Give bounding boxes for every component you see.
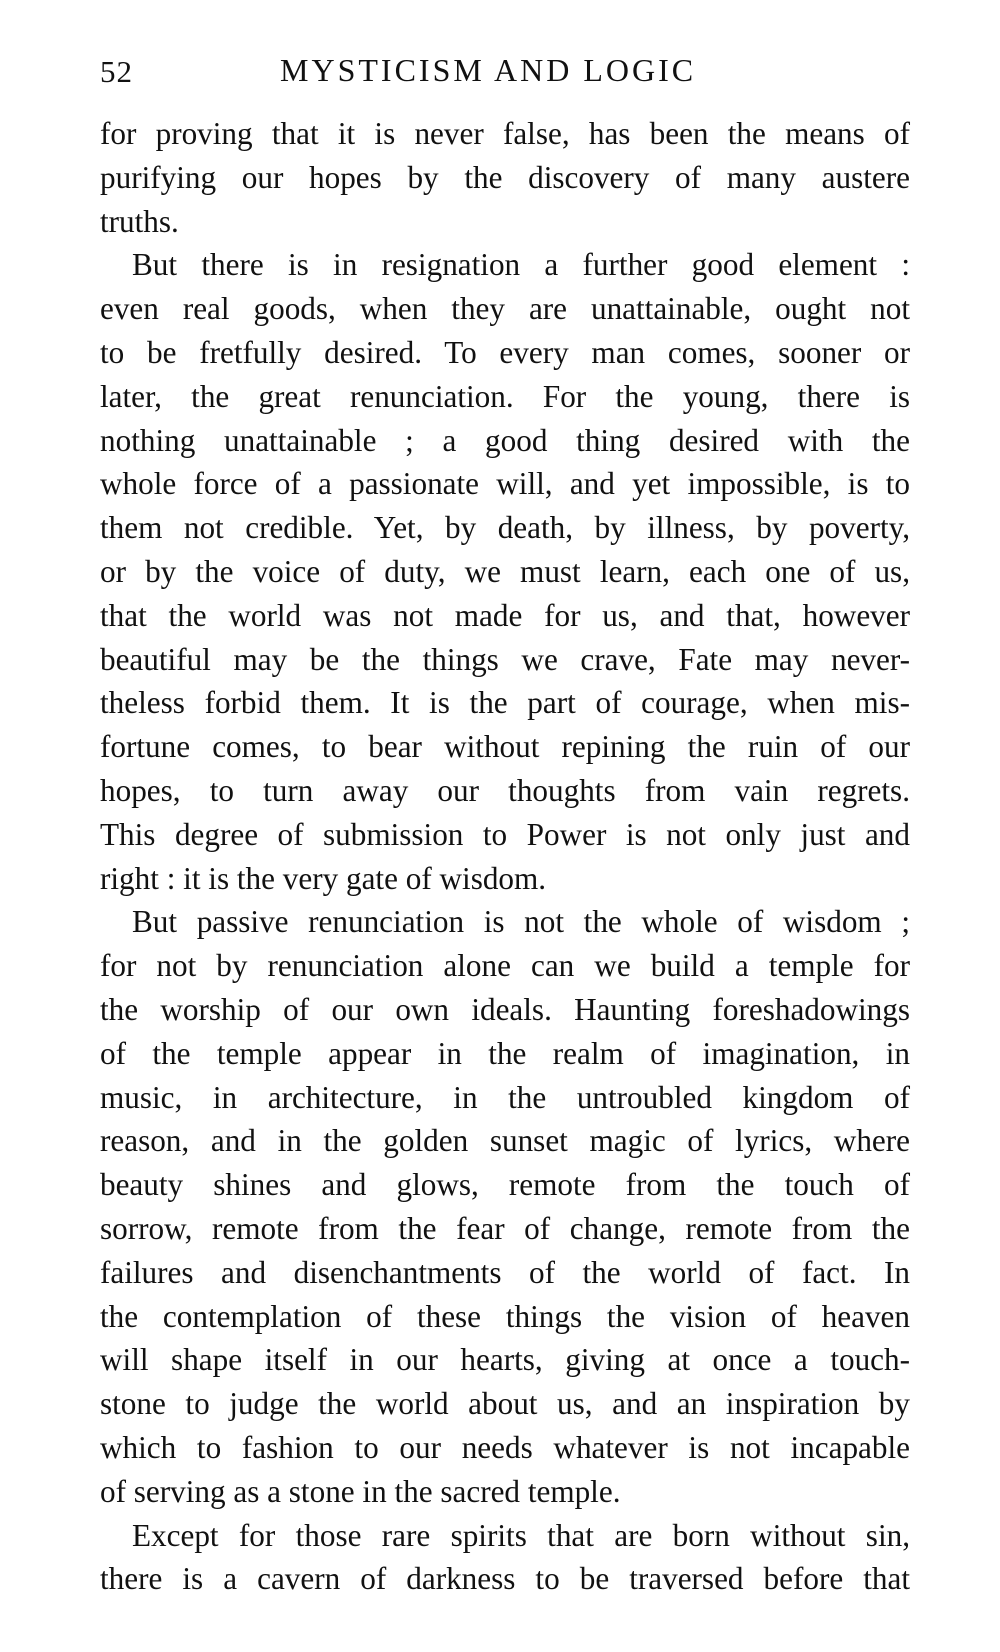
text-line: will shape itself in our hearts, giving at once a touch- — [100, 1342, 910, 1378]
running-head — [100, 52, 910, 96]
text-line: This degree of submission to Power is not only just and — [100, 816, 910, 852]
text-line: sorrow, remote from the fear of change, remote from the — [100, 1210, 910, 1246]
text-line: But there is in resignation a further good element : — [132, 247, 910, 283]
text-line: purifying our hopes by the discovery of many austere — [100, 159, 910, 195]
text-line: fortune comes, to bear without repining the ruin of our — [100, 729, 910, 765]
text-line: truths. — [100, 203, 179, 239]
text-line: that the world was not made for us, and that, however — [100, 597, 910, 633]
body-text — [100, 112, 910, 1601]
paragraph — [100, 243, 910, 900]
text-line: them not credible. Yet, by death, by illness, by poverty, — [100, 510, 910, 546]
text-line: whole force of a passionate will, and yet impossible, is to — [100, 466, 910, 502]
paragraph — [100, 1514, 910, 1602]
text-line: beautiful may be the things we crave, Fate may never- — [100, 641, 910, 677]
text-line: for not by renunciation alone can we build a temple for — [100, 948, 910, 984]
text-line: the worship of our own ideals. Haunting foreshadowings — [100, 991, 910, 1027]
text-line: failures and disenchantments of the world of fact. In — [100, 1254, 910, 1290]
text-line: But passive renunciation is not the whole of wisdom ; — [132, 904, 910, 940]
text-line: to be fretfully desired. To every man comes, sooner or — [100, 334, 910, 370]
text-line: there is a cavern of darkness to be traversed before that — [100, 1561, 910, 1597]
text-line: nothing unattainable ; a good thing desired with the — [100, 422, 910, 458]
text-line: Except for those rare spirits that are born without sin, — [132, 1517, 910, 1553]
paragraph — [100, 112, 910, 243]
text-line: theless forbid them. It is the part of courage, when mis- — [100, 685, 910, 721]
text-line: music, in architecture, in the untroubled kingdom of — [100, 1079, 910, 1115]
text-line: beauty shines and glows, remote from the touch of — [100, 1167, 910, 1203]
running-title: MYSTICISM AND LOGIC — [280, 52, 697, 88]
text-line: hopes, to turn away our thoughts from vain regrets. — [100, 772, 910, 808]
text-line: the contemplation of these things the vision of heaven — [100, 1298, 910, 1334]
page-number: 52 — [100, 54, 133, 89]
text-line: for proving that it is never false, has been the means of — [100, 116, 910, 151]
text-line: reason, and in the golden sunset magic of lyrics, where — [100, 1123, 910, 1159]
text-line: later, the great renunciation. For the young, there is — [100, 378, 910, 414]
text-line: or by the voice of duty, we must learn, each one of us, — [100, 553, 910, 589]
text-line: stone to judge the world about us, and an inspiration by — [100, 1386, 910, 1422]
text-line: of serving as a stone in the sacred temple. — [100, 1473, 621, 1509]
paragraph — [100, 900, 910, 1513]
text-line: even real goods, when they are unattainable, ought not — [100, 291, 910, 327]
text-line: right : it is the very gate of wisdom. — [100, 860, 547, 896]
text-line: which to fashion to our needs whatever is not incapable — [100, 1429, 910, 1465]
text-line: of the temple appear in the realm of imagination, in — [100, 1035, 910, 1071]
